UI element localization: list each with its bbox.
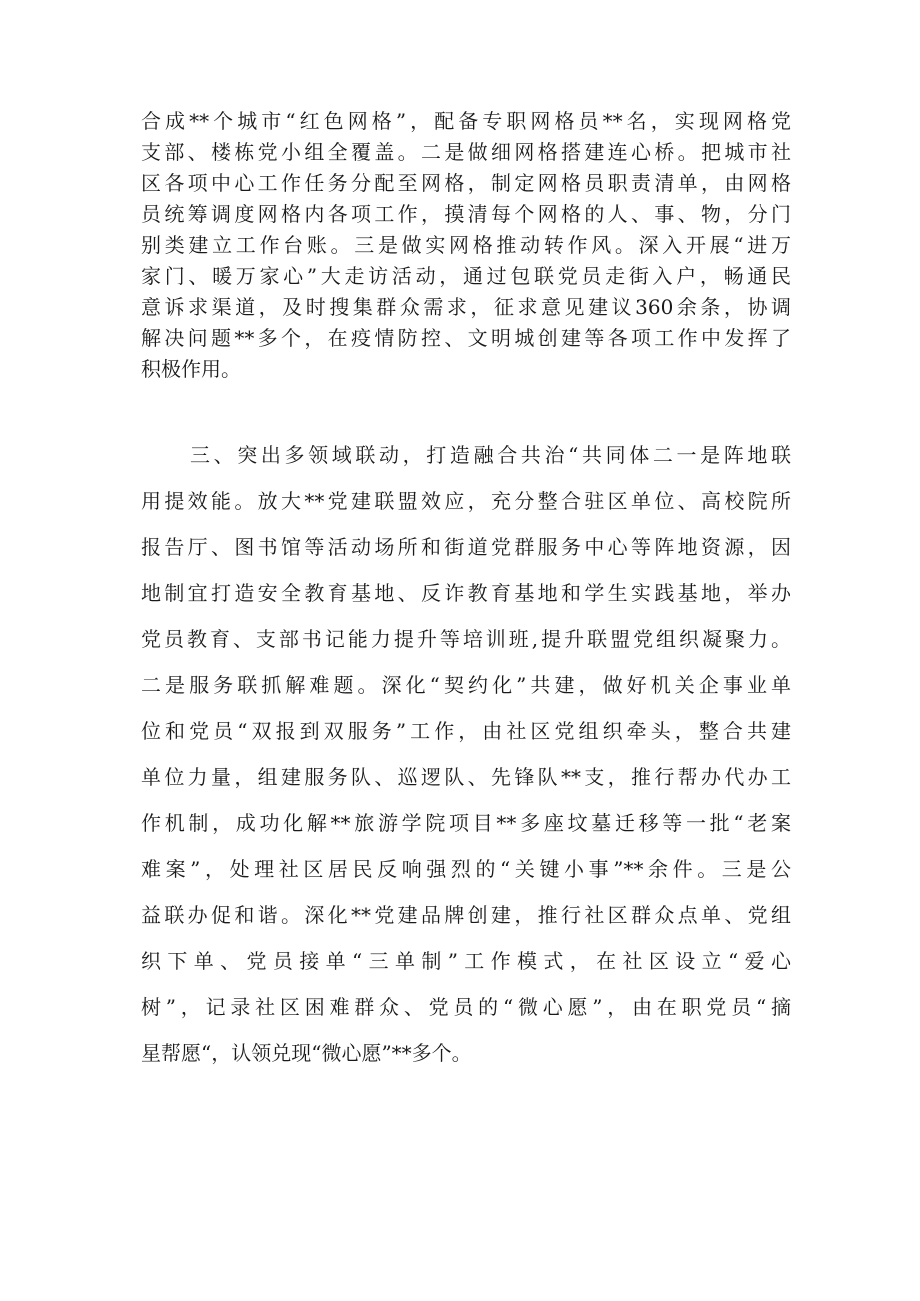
text-line: 位和党员“双报到双服务”工作，由社区党组织牵头，整合共建 bbox=[141, 719, 791, 743]
text-line: 地制宜打造安全教育基地、反诈教育基地和学生实践基地，举办 bbox=[141, 581, 791, 605]
text-line: 织下单、党员接单“三单制”工作模式，在社区设立“爱心 bbox=[141, 949, 791, 973]
text-line: 二是服务联抓解难题。深化“契约化”共建，做好机关企事业单 bbox=[141, 673, 791, 697]
text-line: 难案”，处理社区居民反响强烈的“关键小事”**余件。三是公 bbox=[141, 857, 791, 881]
text-line: 家门、暖万家心”大走访活动，通过包联党员走街入户，畅通民 bbox=[141, 264, 791, 288]
text-line: 解决问题**多个，在疫情防控、文明城创建等各项工作中发挥了 bbox=[141, 326, 791, 350]
text-line: 员统筹调度网格内各项工作，摸清每个网格的人、事、物，分门 bbox=[141, 202, 791, 226]
text-line: 意诉求渠道，及时搜集群众需求，征求意见建议360余条，协调 bbox=[141, 295, 791, 319]
text-line: 益联办促和谐。深化**党建品牌创建，推行社区群众点单、党组 bbox=[141, 903, 791, 927]
text-line: 积极作用。 bbox=[141, 357, 241, 381]
text-line: 合成**个城市“红色网格”，配备专职网格员**名，实现网格党 bbox=[141, 109, 791, 133]
text-line: 报告厅、图书馆等活动场所和街道党群服务中心等阵地资源，因 bbox=[141, 535, 791, 559]
text-line: 单位力量，组建服务队、巡逻队、先锋队**支，推行帮办代办工 bbox=[141, 765, 791, 789]
text-line: 别类建立工作台账。三是做实网格推动转作风。深入开展“进万 bbox=[141, 233, 791, 257]
text-line: 树”，记录社区困难群众、党员的“微心愿”，由在职党员“摘 bbox=[141, 995, 791, 1019]
text-line: 用提效能。放大**党建联盟效应，充分整合驻区单位、高校院所 bbox=[141, 489, 791, 513]
text-line: 支部、楼栋党小组全覆盖。二是做细网格搭建连心桥。把城市社 bbox=[141, 140, 791, 164]
text-line: 作机制，成功化解**旅游学院项目**多座坟墓迁移等一批“老案 bbox=[141, 811, 791, 835]
text-line: 党员教育、支部书记能力提升等培训班,提升联盟党组织凝聚力。 bbox=[141, 627, 791, 651]
text-line: 星帮愿“，认领兑现“微心愿”**多个。 bbox=[141, 1041, 472, 1065]
section-heading-line: 三、突出多领域联动，打造融合共治“共同体二一是阵地联 bbox=[190, 443, 791, 467]
text-line: 区各项中心工作任务分配至网格，制定网格员职责清单，由网格 bbox=[141, 171, 791, 195]
